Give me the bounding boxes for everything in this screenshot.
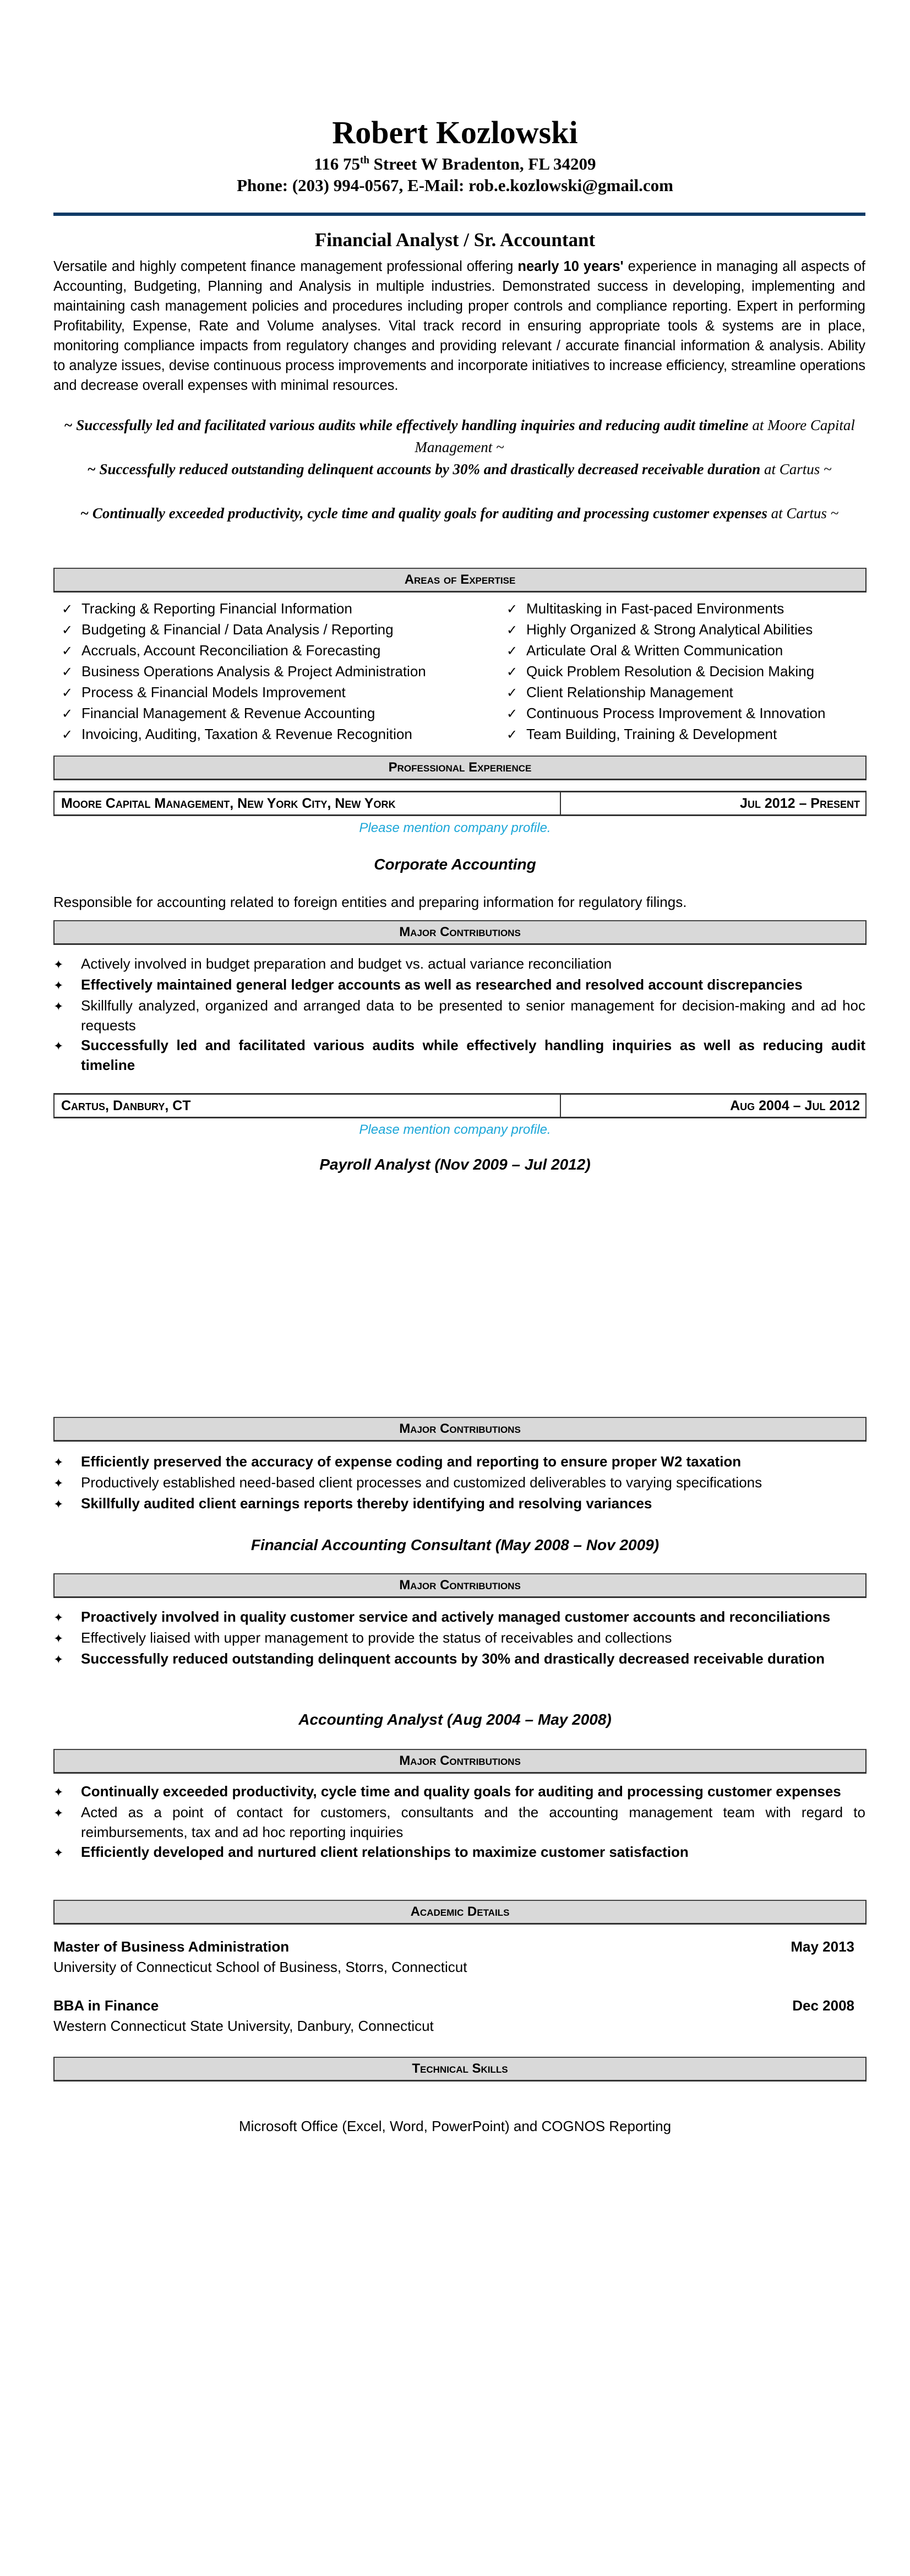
expertise-item: ✓ Business Operations Analysis & Project Administration [62,661,480,682]
highlight-company: at Moore Capital Management ~ [415,417,855,455]
check-icon: ✓ [506,686,518,700]
check-icon: ✓ [506,707,518,721]
star-bullet-icon: ✦ [53,999,64,1013]
role-description: Responsible for accounting related to foreign entities and preparing information for regulatory filings. [53,894,687,910]
contribution-item: ✦ Efficiently developed and nurtured client relationships to maximize customer satisfaction [53,1842,865,1863]
check-icon: ✓ [506,623,518,638]
check-icon: ✓ [62,707,73,721]
company-row-cartus [53,1093,867,1118]
contribution-item: ✦ Efficiently preserved the accuracy of expense coding and reporting to ensure proper W2 taxation [53,1452,865,1472]
professional-title: Financial Analyst / Sr. Accountant [314,229,596,251]
contribution-item: ✦ Successfully led and facilitated various audits while effectively handling inquiries as well as reducing audit timeline [53,1037,865,1073]
section-heading-academic: Academic Details [53,1900,867,1925]
highlight-bold: ~ Successfully reduced outstanding delinquent accounts by 30% and drastically decreased receivable duration [87,461,761,477]
check-icon: ✓ [506,602,518,617]
check-icon: ✓ [62,727,73,742]
highlight-bold: ~ Continually exceeded productivity, cycle time and quality goals for auditing and processing customer expenses [80,505,767,521]
contribution-item: ✦ Effectively liaised with upper management to provide the status of receivables and collections [53,1628,865,1649]
contributions-list [53,1607,865,1670]
check-icon: ✓ [506,644,518,659]
star-bullet-icon: ✦ [53,979,64,992]
star-bullet-icon: ✦ [53,958,64,971]
contribution-item: ✦ Skillfully audited client earnings reports thereby identifying and resolving variances [53,1493,865,1514]
company-name: Cartus, Danbury, CT [55,1095,561,1117]
highlight-2 [53,458,865,480]
company-name: Moore Capital Management, New York City, New York [55,792,561,814]
contribution-item: ✦ Actively involved in budget preparation and budget vs. actual variance reconciliation [53,954,865,975]
highlight-company: at Cartus ~ [760,461,832,477]
contribution-item: ✦ Skillfully analyzed, organized and arranged data to be presented to senior management for decision-making and ad hoc requests [53,997,865,1034]
contribution-item: ✦ Proactively involved in quality customer service and actively managed customer accounts and reconciliations [53,1607,865,1628]
expertise-item: ✓ Invoicing, Auditing, Taxation & Revenue Recognition [62,724,480,745]
expertise-item: ✓ Process & Financial Models Improvement [62,682,480,703]
section-heading-expertise: Areas of Expertise [53,568,867,593]
section-heading-contributions: Major Contributions [53,1573,867,1598]
expertise-item: ✓ Financial Management & Revenue Accounting [62,703,480,724]
summary-emphasis: nearly 10 years' [517,259,624,274]
star-bullet-icon: ✦ [53,1632,64,1645]
address [0,154,910,175]
section-heading-technical: Technical Skills [53,2057,867,2082]
contribution-item: ✦ Effectively maintained general ledger accounts as well as researched and resolved account discrepancies [53,975,865,996]
expertise-left-column [62,599,480,745]
contributions-list [53,1781,865,1863]
contact-info: Phone: (203) 994-0567, E-Mail: rob.e.kozlowski@gmail.com [237,176,673,195]
star-bullet-icon: ✦ [53,1785,64,1799]
expertise-item: ✓ Multitasking in Fast-paced Environments [506,599,864,619]
expertise-item: ✓ Team Building, Training & Development [506,724,864,745]
school-name: University of Connecticut School of Business, Storrs, Connecticut [53,1959,467,1975]
section-heading-contributions: Major Contributions [53,920,867,945]
address-suffix: Street W Bradenton, FL 34209 [369,154,596,173]
check-icon: ✓ [506,665,518,680]
employment-dates: Jul 2012 – Present [740,796,860,811]
star-bullet-icon: ✦ [53,1611,64,1624]
degree-name: BBA in Finance [53,1997,159,2014]
expertise-item: ✓ Continuous Process Improvement & Innovation [506,703,864,724]
role-title: Payroll Analyst (Nov 2009 – Jul 2012) [319,1156,591,1173]
contribution-item: ✦ Productively established need-based client processes and customized deliverables to varying specifications [53,1472,865,1493]
company-profile-placeholder: Please mention company profile. [359,820,551,835]
degree-name: Master of Business Administration [53,1938,290,1955]
degree-row-mba [53,1937,865,1957]
technical-skills-text: Microsoft Office (Excel, Word, PowerPoint) and COGNOS Reporting [238,2118,672,2134]
degree-date: Dec 2008 [792,1997,854,2014]
highlight-company: at Cartus ~ [767,505,839,521]
check-icon: ✓ [62,665,73,680]
star-bullet-icon: ✦ [53,1039,64,1053]
employment-dates: Aug 2004 – Jul 2012 [730,1098,860,1113]
contributions-list [53,1452,865,1514]
expertise-right-column [506,599,864,745]
summary-text-end: experience in managing all aspects of Accounting, Budgeting, Planning and Analysis in multiple industries. Demonstrated success in developing, implementing and maintaining cash management policies and procedures including proper controls and compliance reporting. Expert in performing Profitability, Expense, Rate and Volume analyses. Vital track record in ensuring appropriate tools & systems are in place, monitoring compliance impacts from regulatory changes and providing relevant / accurate financial information & analysis. Ability to analyze issues, devise continuous process improvements and incorporate initiatives to increase efficiency, streamline operations and decrease overall expenses with minimal resources. [53,259,865,393]
contributions-list [53,954,865,1075]
star-bullet-icon: ✦ [53,1846,64,1860]
check-icon: ✓ [62,686,73,700]
section-heading-experience: Professional Experience [53,756,867,780]
company-profile-placeholder: Please mention company profile. [359,1122,551,1137]
header-divider [53,213,865,216]
address-prefix: 116 75 [314,154,360,173]
contribution-item: ✦ Acted as a point of contact for customers, consultants and the accounting management team with regard to reimbursements, tax and ad hoc reporting inquiries [53,1804,865,1840]
check-icon: ✓ [62,602,73,617]
role-title: Accounting Analyst (Aug 2004 – May 2008) [298,1711,612,1728]
summary-text-start: Versatile and highly competent finance management professional offering [53,259,518,274]
star-bullet-icon: ✦ [53,1806,64,1820]
expertise-item: ✓ Quick Problem Resolution & Decision Making [506,661,864,682]
candidate-name: Robert Kozlowski [332,115,578,150]
contribution-item: ✦ Successfully reduced outstanding delinquent accounts by 30% and drastically decreased receivable duration [53,1649,865,1670]
expertise-item: ✓ Highly Organized & Strong Analytical Abilities [506,619,864,640]
contribution-item: ✦ Continually exceeded productivity, cycle time and quality goals for auditing and processing customer expenses [53,1781,865,1802]
star-bullet-icon: ✦ [53,1497,64,1511]
school-name: Western Connecticut State University, Danbury, Connecticut [53,2018,434,2034]
degree-row-bba [53,1996,865,2015]
role-title: Corporate Accounting [374,856,536,873]
section-heading-contributions: Major Contributions [53,1749,867,1774]
check-icon: ✓ [506,727,518,742]
check-icon: ✓ [62,623,73,638]
check-icon: ✓ [62,644,73,659]
highlight-1 [53,414,865,458]
expertise-item: ✓ Tracking & Reporting Financial Information [62,599,480,619]
highlight-bold: ~ Successfully led and facilitated various audits while effectively handling inquiries and reducing audit timeline [64,417,749,433]
degree-date: May 2013 [791,1938,854,1955]
summary-paragraph [53,257,865,395]
star-bullet-icon: ✦ [53,1455,64,1469]
company-row-moore [53,791,867,816]
expertise-item: ✓ Client Relationship Management [506,682,864,703]
star-bullet-icon: ✦ [53,1476,64,1490]
address-ordinal: th [360,154,369,166]
section-heading-contributions: Major Contributions [53,1417,867,1442]
highlight-3 [53,502,865,524]
expertise-item: ✓ Accruals, Account Reconciliation & Forecasting [62,640,480,661]
role-title: Financial Accounting Consultant (May 2008 – Nov 2009) [250,1536,660,1553]
expertise-item: ✓ Articulate Oral & Written Communication [506,640,864,661]
expertise-item: ✓ Budgeting & Financial / Data Analysis / Reporting [62,619,480,640]
star-bullet-icon: ✦ [53,1653,64,1666]
